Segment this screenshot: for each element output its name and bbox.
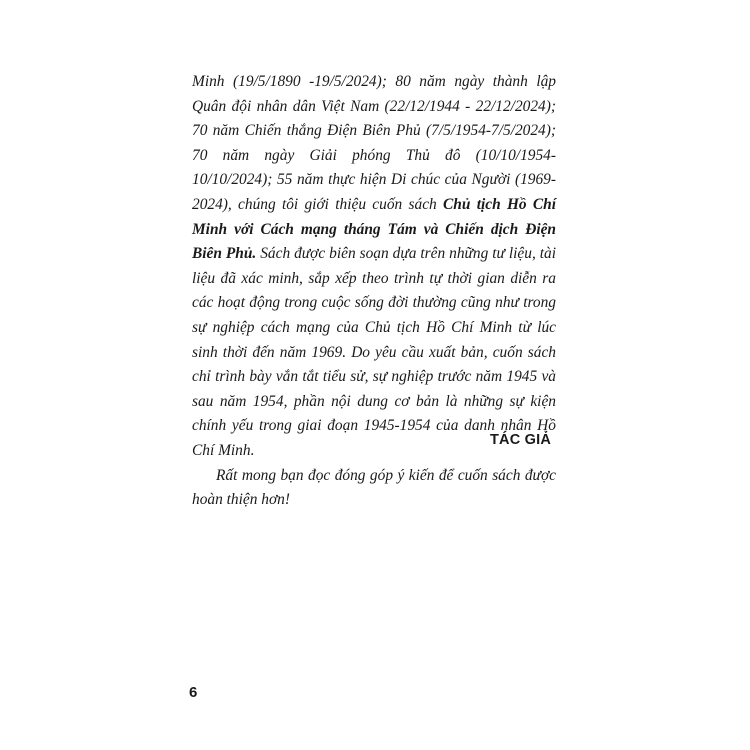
- paragraph-intro-lead: Minh (19/5/1890 -19/5/2024); 80 năm ngày thành lập Quân đội nhân dân Việt Nam (22/12/1944 - 22/12/2024); 70 năm Chiến thắng Điện Biên Phủ (7/5/1954-7/5/2024); 70 năm ngày Giải phóng Thủ đô (10/10/1954-10/10/2024); 55 năm thực hiện Di chúc của Người (1969-2024), chúng tôi giới thiệu cuốn sách: [192, 73, 556, 213]
- paragraph-intro-tail: Sách được biên soạn dựa trên những tư liệu, tài liệu đã xác minh, sắp xếp theo trình tự thời gian diễn ra các hoạt động trong cuộc sống đời thường cũng như trong sự nghiệp cách mạng của Chủ tịch Hồ Chí Minh từ lúc sinh thời đến năm 1969. Do yêu cầu xuất bản, cuốn sách chỉ trình bày vắn tắt tiểu sử, sự nghiệp trước năm 1945 và sau năm 1954, phần nội dung cơ bản là những sự kiện chính yếu trong giai đoạn 1945-1954 của danh nhân Hồ Chí Minh.: [192, 245, 556, 459]
- page-number: 6: [189, 684, 198, 701]
- author-signature: TÁC GIẢ: [490, 432, 552, 448]
- book-title: Chủ tịch Hồ Chí Minh với Cách mạng tháng Tám và Chiến dịch Điện Biên Phủ.: [192, 195, 557, 263]
- paragraph-closing: Rất mong bạn đọc đóng góp ý kiến để cuốn sách được hoàn thiện hơn!: [192, 466, 556, 509]
- paragraph-intro: [192, 70, 556, 464]
